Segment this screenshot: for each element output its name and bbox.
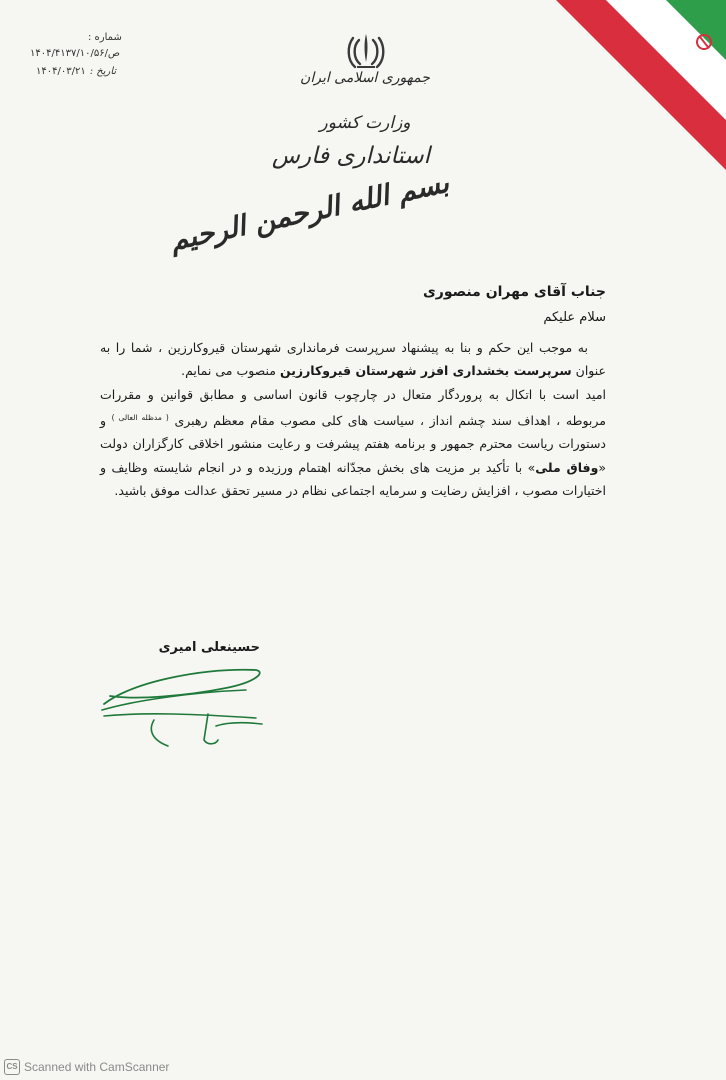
expectations-text-2: و دستورات ریاست محترم جمهور و برنامه هفتم پیشرفت و رعایت منشور اخلاقی کارگزاران دولت « <box>100 413 606 475</box>
expectations-text-3: » با تأکید بر مزیت های بخش مجدّانه اهتمام ورزیده و در انجام شایسته وظایف و اختیارات مصوب ، افزایش رضایت و سرمایه اجتماعی نظام در مسیر تحقق عدالت موفق باشید. <box>100 459 606 498</box>
letter-body <box>100 336 606 502</box>
letter-date-row <box>36 66 116 77</box>
letter-date: ۱۴۰۴/۰۳/۲۱ <box>36 66 86 77</box>
bismillah-calligraphy: بسم الله الرحمن الرحیم <box>167 165 452 258</box>
paragraph-expectations <box>100 383 606 503</box>
greeting: سلام علیکم <box>543 310 606 325</box>
letter-date-label: تاریخ : <box>89 66 117 77</box>
appointment-title: سرپرست بخشداری افزر شهرستان قیروکارزین <box>279 363 572 379</box>
expectations-text: امید است با اتکال به پروردگار متعال در چارچوب قانون اساسی و مطابق قوانین و مقررات مربوطه ، اهداف سند چشم انداز ، سیاست های کلی مصوب مقام معظم رهبری <box>100 386 606 429</box>
letterhead-republic: جمهوری اسلامی ایران <box>300 70 430 86</box>
letterhead-province: استانداری فارس <box>271 143 430 169</box>
iran-emblem-icon <box>343 30 389 70</box>
handwritten-signature <box>96 660 271 755</box>
flag-ribbon-icon <box>556 0 726 170</box>
letter-number: ص/۱۴۰۴/۴۱۳۷/۱۰/۵۶ <box>30 48 121 59</box>
appointment-closing: منصوب می نمایم. <box>181 363 276 379</box>
scanner-watermark-text: Scanned with CamScanner <box>24 1060 170 1074</box>
paragraph-appointment <box>100 336 606 383</box>
letter-number-label: شماره : <box>88 32 122 43</box>
recipient: جناب آقای مهران منصوری <box>422 284 606 300</box>
honorific-superscript: ( مدظله العالی ) <box>111 412 169 422</box>
scanner-watermark <box>4 1059 169 1075</box>
national-accord-bold: وفاق ملی <box>535 459 599 475</box>
appointment-text: به موجب این حکم و بنا به پیشنهاد سرپرست فرمانداری شهرستان قیروکارزین ، شما را به عنوان <box>100 340 606 379</box>
letterhead-ministry: وزارت کشور <box>319 113 411 133</box>
camscanner-logo-icon: CS <box>4 1059 20 1075</box>
signer-name: حسینعلی امیری <box>158 640 260 655</box>
